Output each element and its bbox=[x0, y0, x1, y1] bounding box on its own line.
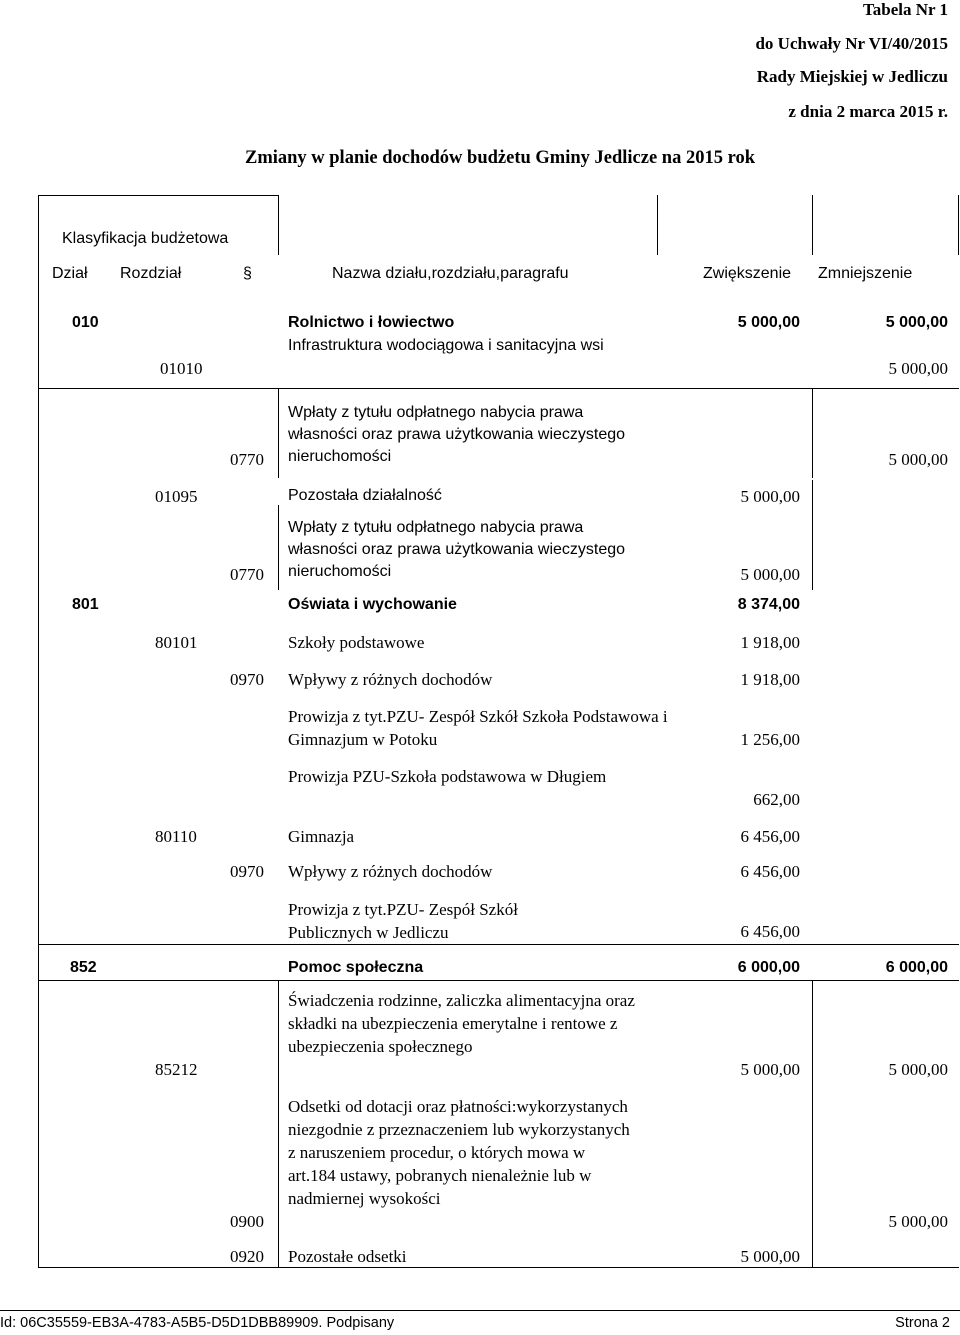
cell-rozdzial: 01010 bbox=[160, 359, 203, 378]
cell-nazwa: Szkoły podstawowe bbox=[288, 633, 425, 652]
cell-nazwa: Odsetki od dotacji oraz płatności:wykorzystanych niezgodnie z przeznaczeniem lub wykorzystanych z naruszeniem procedur, o których mowa w art.184 ustawy, pobranych nienależnie lub w nadmiernej wysokości bbox=[288, 1097, 630, 1208]
cell-zmniejszenie: 5 000,00 bbox=[888, 1212, 948, 1231]
col-rozdzial: Rozdział bbox=[120, 265, 182, 282]
footer-rule bbox=[0, 1310, 960, 1311]
cell-paragraf: 0770 bbox=[230, 450, 264, 469]
footer-document-id: Id: 06C35559-EB3A-4783-A5B5-D5D1DBB89909. Podpisany bbox=[0, 1315, 395, 1331]
cell-nazwa: Wpłaty z tytułu odpłatnego nabycia prawa własności oraz prawa użytkowania wieczystego nieruchomości bbox=[288, 519, 626, 580]
cell-zmniejszenie: 6 000,00 bbox=[885, 959, 948, 976]
cell-dzial: 852 bbox=[70, 959, 97, 976]
cell-paragraf: 0900 bbox=[230, 1212, 264, 1231]
col-divider bbox=[278, 388, 279, 478]
cell-nazwa: Wpłaty z tytułu odpłatnego nabycia prawa własności oraz prawa użytkowania wieczystego nieruchomości bbox=[288, 404, 626, 465]
cell-zwiekszenie: 6 456,00 bbox=[740, 862, 800, 881]
cell-paragraf: 0770 bbox=[230, 565, 264, 584]
cell-zwiekszenie: 1 256,00 bbox=[740, 730, 800, 749]
cell-rozdzial: 85212 bbox=[155, 1060, 198, 1079]
cell-paragraf: 0970 bbox=[230, 862, 264, 881]
col-dzial: Dział bbox=[52, 265, 88, 282]
header-divider-3 bbox=[812, 195, 813, 255]
row-divider bbox=[38, 944, 959, 945]
header-council: Rady Miejskiej w Jedliczu bbox=[756, 67, 948, 86]
cell-nazwa: Świadczenia rodzinne, zaliczka alimentacyjna oraz składki na ubezpieczenia emerytalne i rentowe z ubezpieczenia społecznego bbox=[288, 991, 635, 1056]
table-border-bottom bbox=[38, 1267, 959, 1268]
cell-zwiekszenie: 5 000,00 bbox=[740, 1247, 800, 1266]
cell-rozdzial: 80110 bbox=[155, 827, 197, 846]
cell-nazwa: Rolnictwo i łowiectwo bbox=[288, 314, 455, 331]
header-divider-2 bbox=[657, 195, 658, 255]
document-title: Zmiany w planie dochodów budżetu Gminy Jedlicze na 2015 rok bbox=[244, 148, 755, 168]
cell-zwiekszenie: 8 374,00 bbox=[737, 596, 800, 613]
cell-nazwa: Wpływy z różnych dochodów bbox=[288, 670, 493, 689]
header-resolution: do Uchwały Nr VI/40/2015 bbox=[755, 34, 948, 53]
col-zmniejszenie: Zmniejszenie bbox=[818, 265, 913, 282]
col-zwiekszenie: Zwiększenie bbox=[703, 265, 792, 282]
col-klasyfikacja: Klasyfikacja budżetowa bbox=[62, 230, 229, 247]
cell-zwiekszenie: 6 000,00 bbox=[737, 959, 800, 976]
cell-zwiekszenie: 662,00 bbox=[753, 790, 800, 809]
cell-nazwa: Gimnazja bbox=[288, 827, 355, 846]
header-table-number: Tabela Nr 1 bbox=[862, 0, 948, 19]
cell-zwiekszenie: 6 456,00 bbox=[740, 922, 800, 941]
row-divider bbox=[38, 388, 959, 389]
table-border-left bbox=[38, 195, 39, 1268]
cell-nazwa: Pozostała działalność bbox=[288, 487, 442, 504]
cell-zmniejszenie: 5 000,00 bbox=[888, 450, 948, 469]
cell-dzial: 010 bbox=[72, 314, 99, 331]
cell-zwiekszenie: 1 918,00 bbox=[740, 670, 800, 689]
cell-zwiekszenie: 1 918,00 bbox=[740, 633, 800, 652]
footer-page-number: Strona 2 bbox=[895, 1315, 950, 1331]
col-divider bbox=[812, 480, 813, 590]
cell-paragraf: 0970 bbox=[230, 670, 264, 689]
cell-nazwa: Pozostałe odsetki bbox=[288, 1247, 407, 1266]
col-paragraf: § bbox=[243, 265, 252, 282]
cell-nazwa: Infrastruktura wodociągowa i sanitacyjna wsi bbox=[288, 337, 604, 354]
col-divider bbox=[278, 980, 279, 1268]
cell-zwiekszenie: 5 000,00 bbox=[737, 314, 800, 331]
cell-nazwa: Pomoc społeczna bbox=[288, 959, 424, 976]
cell-paragraf: 0920 bbox=[230, 1247, 264, 1266]
cell-nazwa: Wpływy z różnych dochodów bbox=[288, 862, 493, 881]
cell-zwiekszenie: 5 000,00 bbox=[740, 1060, 800, 1079]
cell-zwiekszenie: 5 000,00 bbox=[740, 487, 800, 506]
cell-zmniejszenie: 5 000,00 bbox=[888, 1060, 948, 1079]
table-border-top bbox=[38, 195, 278, 196]
cell-nazwa: Prowizja z tyt.PZU- Zespół Szkół Publicznych w Jedliczu bbox=[288, 900, 518, 942]
cell-rozdzial: 80101 bbox=[155, 633, 198, 652]
cell-dzial: 801 bbox=[72, 596, 99, 613]
cell-zmniejszenie: 5 000,00 bbox=[888, 359, 948, 378]
cell-zmniejszenie: 5 000,00 bbox=[885, 314, 948, 331]
cell-nazwa: Oświata i wychowanie bbox=[288, 596, 457, 613]
cell-nazwa: Prowizja PZU-Szkoła podstawowa w Długiem bbox=[288, 767, 607, 786]
header-date: z dnia 2 marca 2015 r. bbox=[788, 102, 948, 121]
cell-zwiekszenie: 5 000,00 bbox=[740, 565, 800, 584]
col-divider bbox=[278, 505, 279, 590]
header-divider-4 bbox=[958, 195, 959, 255]
header-divider-1 bbox=[278, 195, 279, 255]
cell-rozdzial: 01095 bbox=[155, 487, 198, 506]
row-divider bbox=[38, 980, 959, 981]
cell-nazwa: Prowizja z tyt.PZU- Zespół Szkół Szkoła Podstawowa i Gimnazjum w Potoku bbox=[288, 707, 668, 749]
col-nazwa: Nazwa działu,rozdziału,paragrafu bbox=[332, 265, 569, 282]
cell-zwiekszenie: 6 456,00 bbox=[740, 827, 800, 846]
